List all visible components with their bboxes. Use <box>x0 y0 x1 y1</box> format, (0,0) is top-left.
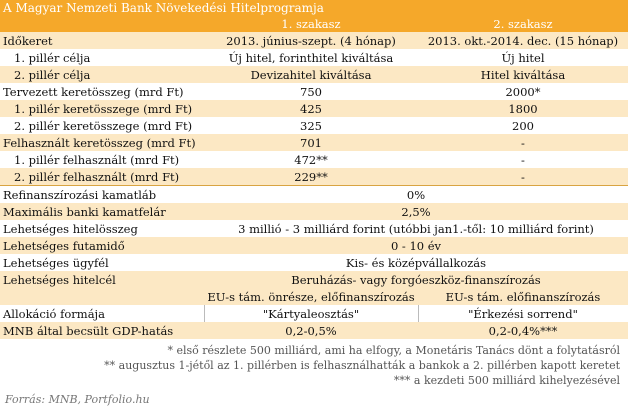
row-label: Lehetséges hitelcél <box>0 271 204 288</box>
row-label: Időkeret <box>0 32 204 49</box>
table-row <box>0 117 628 134</box>
footnote: *** a kezdeti 500 milliárd kihelyezésével <box>393 374 620 387</box>
phase2-cell: Hitel kiváltása <box>418 66 628 83</box>
row-label: Felhasznált keretösszeg (mrd Ft) <box>0 134 204 151</box>
row-label: Lehetséges futamidő <box>0 237 204 254</box>
row-label: 1. pillér célja <box>0 49 204 66</box>
footnote: ** augusztus 1-jétől az 1. pillérben is felhasználhatták a bankok a 2. pillérben kapott keretet <box>104 359 620 372</box>
row-label: Maximális banki kamatfelár <box>0 203 204 220</box>
table-row <box>0 220 628 237</box>
phase2-cell: - <box>418 151 628 168</box>
merged-cell: 3 millió - 3 milliárd forint (utóbbi jan1.-től: 10 milliárd forint) <box>204 220 628 237</box>
phase2-cell: - <box>418 134 628 151</box>
phase1-cell: 472** <box>204 151 418 168</box>
row-label: Refinanszírozási kamatláb <box>0 186 204 204</box>
table-row <box>0 237 628 254</box>
phase1-cell: 425 <box>204 100 418 117</box>
table-row <box>0 100 628 117</box>
phase2-cell: 2000* <box>418 83 628 100</box>
source-note: Forrás: MNB, Portfolio.hu <box>5 393 150 406</box>
table-row <box>0 186 628 204</box>
phase1-cell: "Kártyaleosztás" <box>204 305 418 322</box>
row-label: MNB által becsült GDP-hatás <box>0 322 204 339</box>
merged-cell: Kis- és középvállalkozás <box>204 254 628 271</box>
row-label: 2. pillér keretösszege (mrd Ft) <box>0 117 204 134</box>
phase1-cell: 2013. június-szept. (4 hónap) <box>204 32 418 49</box>
phase1-header: 1. szakasz <box>281 17 341 31</box>
phase1-cell: 229** <box>204 168 418 186</box>
merged-cell: 2,5% <box>204 203 628 220</box>
phase2-cell: Új hitel <box>418 49 628 66</box>
phase2-cell: EU-s tám. előfinanszírozás <box>418 288 628 305</box>
merged-cell: 0 - 10 év <box>204 237 628 254</box>
table-row <box>0 203 628 220</box>
phase1-cell: 750 <box>204 83 418 100</box>
phase2-cell: 0,2-0,4%*** <box>418 322 628 339</box>
phase2-cell: "Érkezési sorrend" <box>418 305 628 322</box>
table-row <box>0 66 628 83</box>
phase1-cell: 325 <box>204 117 418 134</box>
phase2-cell: 2013. okt.-2014. dec. (15 hónap) <box>418 32 628 49</box>
phase-headers <box>0 17 628 32</box>
phase2-header: 2. szakasz <box>493 17 553 31</box>
merged-cell: 0% <box>204 186 628 204</box>
table-row <box>0 168 628 186</box>
table-row <box>0 271 628 288</box>
footnote: * első részlete 500 milliárd, ami ha elfogy, a Monetáris Tanács dönt a folytatásról <box>167 344 620 357</box>
phase1-cell: Devizahitel kiváltása <box>204 66 418 83</box>
phase1-cell: Új hitel, forinthitel kiváltása <box>204 49 418 66</box>
row-label: Lehetséges hitelösszeg <box>0 220 204 237</box>
phase2-cell: - <box>418 168 628 186</box>
phase2-cell: 1800 <box>418 100 628 117</box>
table-row <box>0 254 628 271</box>
table-row <box>0 83 628 100</box>
table-title: A Magyar Nemzeti Bank Növekedési Hitelprogramja <box>0 0 628 17</box>
phase1-cell: 0,2-0,5% <box>204 322 418 339</box>
table-row <box>0 49 628 66</box>
program-table <box>0 32 628 339</box>
table-row <box>0 151 628 168</box>
table-row <box>0 134 628 151</box>
row-label: Tervezett keretösszeg (mrd Ft) <box>0 83 204 100</box>
row-label: Lehetséges ügyfél <box>0 254 204 271</box>
phase1-cell: EU-s tám. önrésze, előfinanszírozás <box>204 288 418 305</box>
row-label: 2. pillér felhasznált (mrd Ft) <box>0 168 204 186</box>
table-row <box>0 288 628 305</box>
row-label: 1. pillér felhasznált (mrd Ft) <box>0 151 204 168</box>
merged-cell: Beruházás- vagy forgóeszköz-finanszírozás <box>204 271 628 288</box>
table-row <box>0 305 628 322</box>
phase1-cell: 701 <box>204 134 418 151</box>
footnotes <box>0 343 628 388</box>
table-row <box>0 32 628 49</box>
phase2-cell: 200 <box>418 117 628 134</box>
table-row <box>0 322 628 339</box>
row-label: 1. pillér keretösszege (mrd Ft) <box>0 100 204 117</box>
row-label: Allokáció formája <box>0 305 204 322</box>
row-label: 2. pillér célja <box>0 66 204 83</box>
